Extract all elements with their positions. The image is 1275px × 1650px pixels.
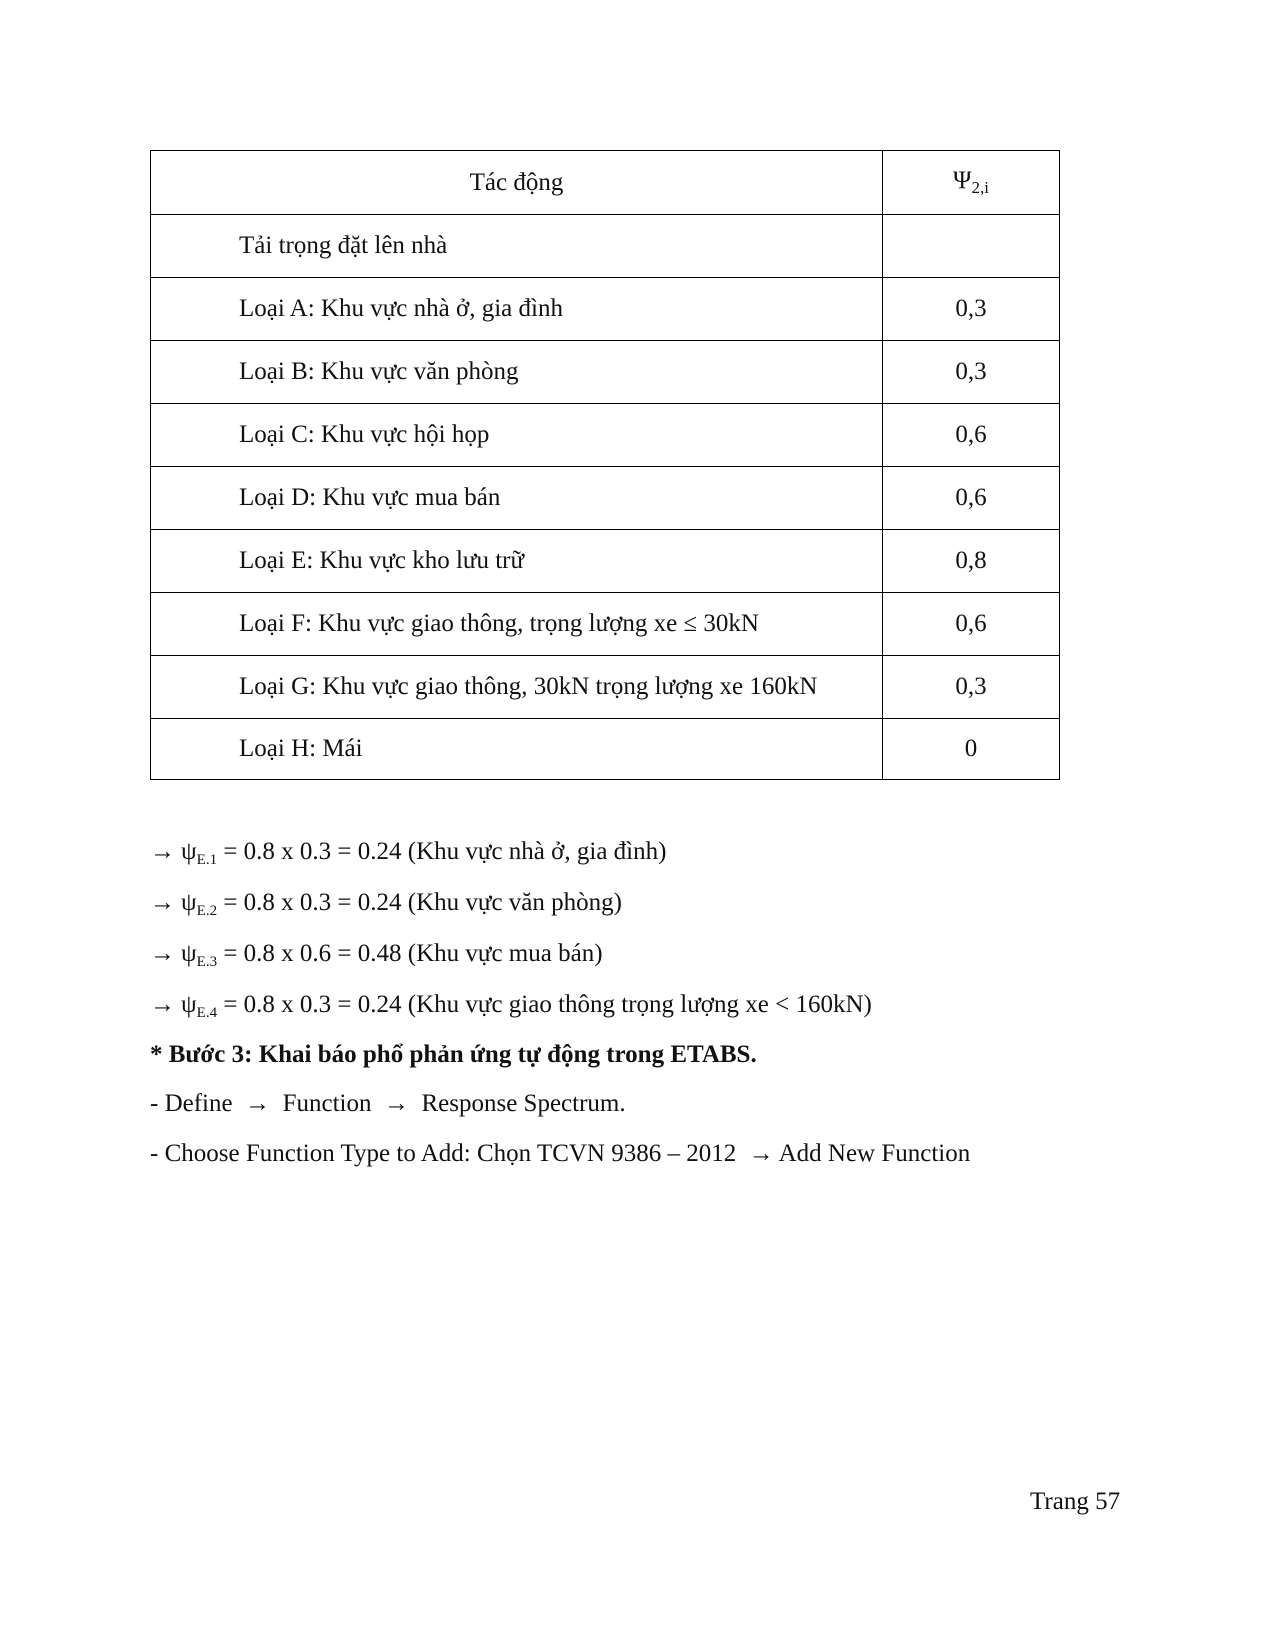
page-number: Trang 57 (1030, 1488, 1121, 1515)
row-label: Loại E: Khu vực kho lưu trữ (151, 530, 883, 593)
psi-symbol: ψ (181, 940, 197, 967)
row-label: Loại G: Khu vực giao thông, 30kN trọng lượng xe 160kN (151, 656, 883, 719)
psi-symbol: ψ (181, 991, 197, 1018)
formula-line (150, 889, 622, 920)
formula-text: = 0.8 x 0.3 = 0.24 (Khu vực văn phòng) (217, 889, 622, 916)
formula-subscript: E.2 (196, 903, 218, 919)
table-row (151, 404, 1060, 467)
row-label: Loại C: Khu vực hội họp (151, 404, 883, 467)
row-value: 0,3 (883, 656, 1060, 719)
row-label: Loại F: Khu vực giao thông, trọng lượng xe ≤ 30kN (151, 593, 883, 656)
formula-line (150, 838, 666, 869)
coefficient-table (150, 150, 1060, 780)
table-row (151, 719, 1060, 780)
table-row (151, 278, 1060, 341)
formula-text: = 0.8 x 0.6 = 0.48 (Khu vực mua bán) (217, 940, 603, 967)
formula-text: = 0.8 x 0.3 = 0.24 (Khu vực nhà ở, gia đình) (217, 838, 667, 865)
row-label: Loại H: Mái (151, 719, 883, 780)
row-label: Loại D: Khu vực mua bán (151, 467, 883, 530)
row-value: 0,6 (883, 467, 1060, 530)
row-value: 0,6 (883, 593, 1060, 656)
formula-text: = 0.8 x 0.3 = 0.24 (Khu vực giao thông trọng lượng xe < 160kN) (217, 991, 872, 1018)
formula-subscript: E.1 (196, 852, 218, 868)
row-label: Loại A: Khu vực nhà ở, gia đình (151, 278, 883, 341)
psi-subscript: 2,i (971, 178, 989, 197)
step-heading: * Bước 3: Khai báo phổ phản ứng tự động trong ETABS. (150, 1041, 757, 1068)
arrow-icon: → (150, 889, 175, 916)
table-row (151, 467, 1060, 530)
arrow-icon: → (150, 838, 175, 865)
choose-instruction: - Choose Function Type to Add: Chọn TCVN 9386 – 2012 → Add New Function (150, 1140, 971, 1167)
row-value (883, 215, 1060, 278)
table-row (151, 530, 1060, 593)
arrow-icon: → (150, 940, 175, 967)
header-psi (883, 151, 1060, 215)
table-row (151, 341, 1060, 404)
row-value: 0,8 (883, 530, 1060, 593)
formula-line (150, 991, 872, 1022)
table-header-row (151, 151, 1060, 215)
row-value: 0,6 (883, 404, 1060, 467)
table-row (151, 593, 1060, 656)
row-value: 0,3 (883, 278, 1060, 341)
row-label: Tải trọng đặt lên nhà (151, 215, 883, 278)
arrow-icon: → (150, 991, 175, 1018)
row-value: 0,3 (883, 341, 1060, 404)
define-instruction: - Define → Function → Response Spectrum. (150, 1090, 626, 1117)
formula-line (150, 940, 603, 971)
table-row (151, 215, 1060, 278)
psi-symbol: ψ (181, 889, 197, 916)
psi-symbol: ψ (181, 838, 197, 865)
psi-symbol: Ψ (953, 167, 972, 194)
row-value: 0 (883, 719, 1060, 780)
header-action: Tác động (151, 151, 883, 215)
row-label: Loại B: Khu vực văn phòng (151, 341, 883, 404)
formula-subscript: E.4 (196, 1005, 218, 1021)
table-row (151, 656, 1060, 719)
formula-subscript: E.3 (196, 954, 218, 970)
